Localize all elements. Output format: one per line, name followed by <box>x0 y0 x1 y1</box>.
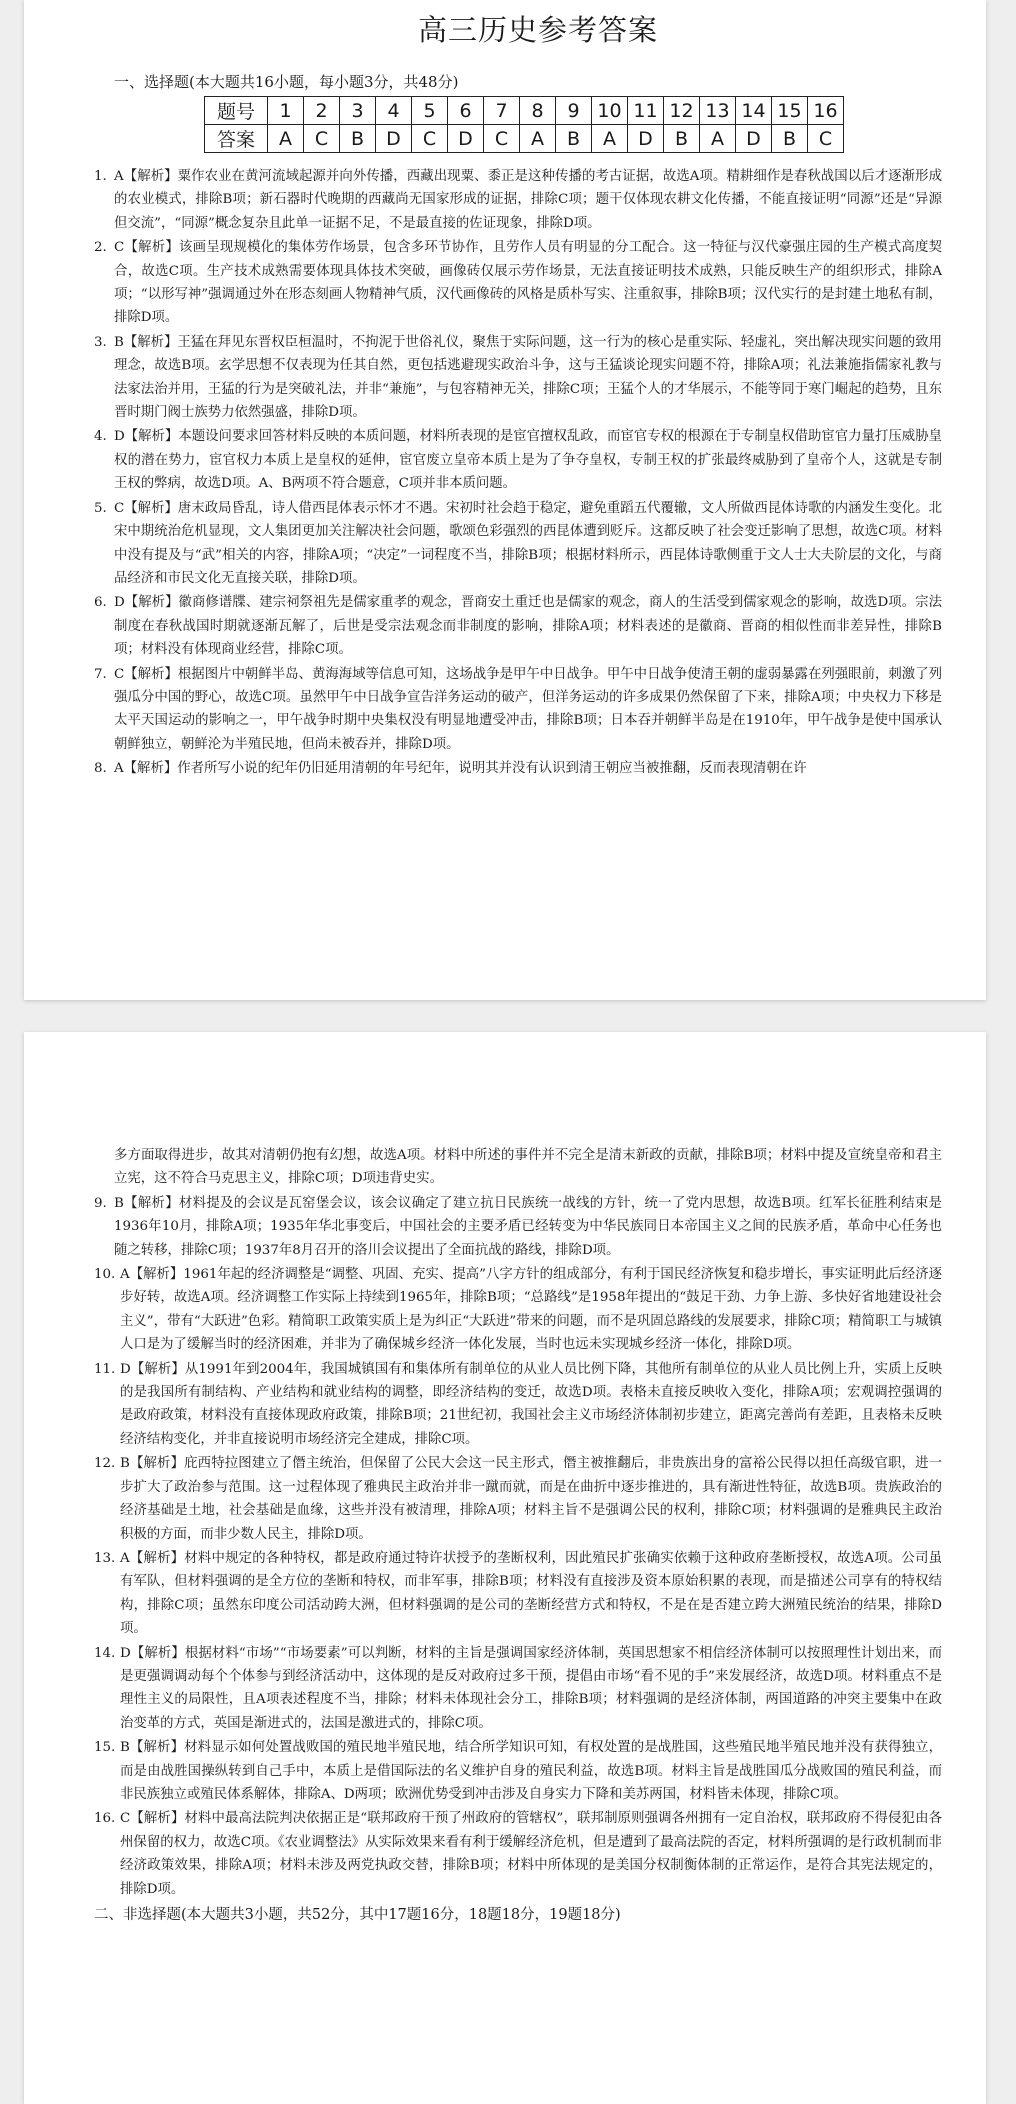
answer-cell: D <box>448 125 484 153</box>
item-text: C【解析】根据图片中朝鲜半岛、黄海海域等信息可知，这场战争是甲午中日战争。甲午中日战争使清王朝的虚弱暴露在列强眼前，刺激了列强瓜分中国的野心，故选C项。虽然甲午中日战争宣告洋务运动的破产，但洋务运动的许多成果仍然保留了下来，排除A项；中央权力下移是太平天国运动的影响之一，甲午战争时期中央集权没有明显地遭受冲击，排除B项；日本吞并朝鲜半岛是在1910年，甲午战争是使中国承认朝鲜独立，朝鲜沦为半殖民地，但尚未被吞并，排除D项。 <box>114 666 942 752</box>
answer-cell: C <box>412 125 448 153</box>
explanation-item <box>94 1192 942 1262</box>
item-number: 7. <box>94 666 107 682</box>
explanation-item <box>94 1642 942 1736</box>
answer-cell: A <box>592 125 628 153</box>
item-number: 10. <box>94 1267 116 1283</box>
item-number: 5. <box>94 500 107 516</box>
item-text: A【解析】作者所写小说的纪年仍旧延用清朝的年号纪年，说明其并没有认识到清王朝应当被推翻，反而表现清朝在许 <box>114 761 807 777</box>
item-number: 11. <box>94 1361 116 1377</box>
explanation-item <box>94 497 942 591</box>
answer-cell: A <box>268 125 304 153</box>
section-heading-2: 二、非选择题(本大题共3小题，共52分，其中17题16分，18题18分，19题18分) <box>94 1907 621 1923</box>
item-text: B【解析】庇西特拉图建立了僭主统治，但保留了公民大会这一民主形式，僭主被推翻后，非贵族出身的富裕公民得以担任高级官职，进一步扩大了政治参与范围。这一过程体现了雅典民主政治并非一蹴而就，而是在曲折中逐步推进的，具有渐进性特征，故选B项。贵族政治的经济基础是土地，社会基础是血缘，这些并没有被清理，排除A项；材料主旨不是强调公民的权利，排除C项；材料强调的是雅典民主政治积极的方面，而非少数人民主，排除D项。 <box>120 1456 942 1542</box>
item-number: 9. <box>94 1195 107 1211</box>
document-page-2 <box>24 1032 986 2104</box>
item-text: C【解析】材料中最高法院判决依据正是“联邦政府干预了州政府的管辖权”，联邦制原则强调各州拥有一定自治权，联邦政府不得侵犯由各州保留的权力，故选C项。《农业调整法》从实际效果来看有利于缓解经济危机，但是遭到了最高法院的否定，材料所强调的是行政机制而非经济政策效果，排除A项；材料未涉及两党执政交替，排除B项；材料中所体现的是美国分权制衡体制的正常运作，是符合其宪法规定的，排除D项。 <box>120 1811 942 1897</box>
item-number: 6. <box>94 595 107 611</box>
explanation-item <box>94 591 942 661</box>
question-number-row <box>205 97 844 125</box>
explanation-item <box>94 1263 942 1357</box>
answer-cell: B <box>340 125 376 153</box>
answer-cell: A <box>700 125 736 153</box>
page-title: 高三历史参考答案 <box>417 13 658 47</box>
question-number-cell: 3 <box>340 97 376 125</box>
answer-cell: D <box>628 125 664 153</box>
question-number-cell: 7 <box>484 97 520 125</box>
question-number-cell: 13 <box>700 97 736 125</box>
question-number-cell: 9 <box>556 97 592 125</box>
explanation-item <box>94 236 942 330</box>
explanation-list <box>94 165 942 781</box>
item-number: 1. <box>94 169 107 184</box>
question-number-cell: 16 <box>808 97 844 125</box>
item-number: 12. <box>94 1456 116 1472</box>
item-number: 3. <box>94 334 107 350</box>
question-number-cell: 6 <box>448 97 484 125</box>
item-text: A【解析】粟作农业在黄河流域起源并向外传播，西藏出现粟、黍正是这种传播的考古证据，故选A项。精耕细作是春秋战国以后才逐渐形成的农业模式，排除B项；新石器时代晚期的西藏尚无国家形成的证据，排除C项；题干仅体现农耕文化传播，不能直接证明“同源”还是“异源但交流”，“同源”概念复杂且此单一证据不足，不是最直接的佐证现象，排除D项。 <box>114 169 942 231</box>
item-text: D【解析】从1991年到2004年，我国城镇国有和集体所有制单位的从业人员比例下降，其他所有制单位的从业人员比例上升，实质上反映的是我国所有制结构、产业结构和就业结构的调整，即经济结构的变迁，故选D项。表格未直接反映收入变化，排除A项；宏观调控强调的是政府政策，材料没有直接体现政府政策，排除B项；21世纪初，我国社会主义市场经济体制初步建立，距离完善尚有差距，且表格未反映经济结构变化，并非直接说明市场经济完全建成，排除C项。 <box>120 1361 942 1447</box>
question-number-cell: 4 <box>376 97 412 125</box>
answer-cell: C <box>484 125 520 153</box>
explanation-item <box>94 425 942 495</box>
explanation-item <box>94 757 942 780</box>
answer-cell: B <box>772 125 808 153</box>
answer-cell: B <box>556 125 592 153</box>
document-page-1 <box>24 0 986 1000</box>
answer-cell: C <box>808 125 844 153</box>
explanation-list-continued <box>94 1192 942 1901</box>
question-number-cell: 2 <box>304 97 340 125</box>
item-text: D【解析】根据材料“市场”“市场要素”可以判断，材料的主旨是强调国家经济体制，英国思想家不相信经济体制可以按照理性计划出来，而是更强调调动每个个体参与到经济活动中，这体现的是反对政府过多干预，提倡由市场“看不见的手”来发展经济，故选D项。材料重点不是理性主义的局限性，且A项表述程度不当，排除；材料未体现社会分工，排除B项；材料强调的是经济体制，两国道路的冲突主要集中在政治变革的方式，英国是渐进式的，法国是激进式的，排除C项。 <box>120 1645 942 1731</box>
item-number: 14. <box>94 1645 116 1661</box>
question-number-cell: 14 <box>736 97 772 125</box>
question-number-cell: 11 <box>628 97 664 125</box>
explanation-item <box>94 1736 942 1806</box>
item-text: A【解析】1961年起的经济调整是“调整、巩固、充实、提高”八字方针的组成部分，有利于国民经济恢复和稳步增长，事实证明此后经济逐步好转，故选A项。经济调整工作实际上持续到1965年，排除B项；“总路线”是1958年提出的“鼓足干劲、力争上游、多快好省地建设社会主义”，带有“大跃进”色彩。精简职工政策实质上是为纠正“大跃进”带来的问题，而不是巩固总路线的发展要求，排除C项；精简职工与城镇人口是为了缓解当时的经济困难，并非为了确保城乡经济一体化发展，当时也远未实现城乡经济一体化，排除D项。 <box>120 1267 942 1353</box>
question-number-cell: 8 <box>520 97 556 125</box>
answer-table <box>204 96 844 153</box>
item-text: B【解析】材料显示如何处置战败国的殖民地半殖民地，结合所学知识可知，有权处置的是战胜国，这些殖民地半殖民地并没有获得独立，而是由战胜国操纵转到自己手中，本质上是借国际法的名义维护自身的殖民利益，故选B项。材料主旨是战胜国瓜分战败国的殖民利益，而非民族独立或殖民体系解体，排除A、D两项；欧洲优势受到冲击涉及自身实力下降和美苏两国，材料皆未体现，排除C项。 <box>120 1740 942 1802</box>
explanation-item <box>94 1452 942 1546</box>
item-text: A【解析】材料中规定的各种特权，都是政府通过特许状授予的垄断权利，因此殖民扩张确实依赖于这种政府垄断授权，故选A项。公司虽有军队，但材料强调的是全方位的垄断和特权，而非军事，排除B项；材料没有直接涉及资本原始积累的表现，而是描述公司享有的特权结构，排除C项；虽然东印度公司活动跨大洲，但材料强调的是公司的垄断经营方式和特权，不是在是否建立跨大洲殖民统治的结果，排除D项。 <box>120 1550 942 1637</box>
item-text: B【解析】王猛在拜见东晋权臣桓温时，不拘泥于世俗礼仪，聚焦于实际问题，这一行为的核心是重实际、轻虚礼，突出解决现实问题的致用理念，故选B项。玄学思想不仅表现为任其自然，更包括逃避现实政治斗争，这与王猛谈论现实问题不符，排除A项；礼法兼施指儒家礼教与法家法治并用，王猛的行为是突破礼法，并非“兼施”，与包容精神无关，排除C项；王猛个人的才华展示，不能等同于寒门崛起的趋势，且东晋时期门阀士族势力依然强盛，排除D项。 <box>114 334 942 421</box>
item-number: 15. <box>94 1740 116 1756</box>
explanation-item <box>94 1358 942 1452</box>
explanation-item <box>94 1807 942 1901</box>
question-number-cell: 5 <box>412 97 448 125</box>
answer-cell: C <box>304 125 340 153</box>
answer-row <box>205 125 844 153</box>
explanation-item <box>94 1547 942 1641</box>
question-number-cell: 10 <box>592 97 628 125</box>
question-number-cell: 15 <box>772 97 808 125</box>
explanation-item <box>94 663 942 757</box>
explanation-item <box>94 331 942 425</box>
item-8-continued: 多方面取得进步，故其对清朝仍抱有幻想，故选A项。材料中所述的事件并不完全是清末新政的贡献，排除B项；材料中提及宣统皇帝和君主立宪，这不符合马克思主义，排除C项；D项违背史实。 <box>114 1148 942 1187</box>
item-number: 13. <box>94 1550 116 1566</box>
explanation-item <box>94 165 942 235</box>
item-text: C【解析】该画呈现规模化的集体劳作场景，包含多环节协作，且劳作人员有明显的分工配合。这一特征与汉代豪强庄园的生产模式高度契合，故选C项。生产技术成熟需要体现具体技术突破，画像砖仅展示劳作场景，无法直接证明技术成熟，只能反映生产的组织形式，排除A项；“以形写神”强调通过外在形态刻画人物精神气质，汉代画像砖的风格是质朴写实、注重叙事，排除B项；汉代实行的是封建土地私有制，排除D项。 <box>114 240 942 326</box>
section-heading: 一、选择题(本大题共16小题，每小题3分，共48分) <box>114 73 459 91</box>
item-text: C【解析】唐末政局昏乱，诗人借西昆体表示怀才不遇。宋初时社会趋于稳定，避免重蹈五代覆辙，文人所做西昆体诗歌的内涵发生变化。北宋中期统治危机显现，文人集团更加关注解决社会问题，歌颂色彩强烈的西昆体遭到贬斥。这都反映了社会变迁影响了思想，故选C项。材料中没有提及与“武”相关的内容，排除A项；“决定”一词程度不当，排除B项；根据材料所示，西昆体诗歌侧重于文人士大夫阶层的文化，与商品经济和市民文化无直接关联，排除D项。 <box>114 500 942 586</box>
answer-cell: A <box>520 125 556 153</box>
answer-cell: B <box>664 125 700 153</box>
item-number: 2. <box>94 240 107 256</box>
item-number: 8. <box>94 761 107 777</box>
question-number-cell: 12 <box>664 97 700 125</box>
answer-cell: D <box>376 125 412 153</box>
item-number: 4. <box>94 429 107 445</box>
item-text: B【解析】材料提及的会议是瓦窑堡会议，该会议确定了建立抗日民族统一战线的方针，统一了党内思想，故选B项。红军长征胜利结束是1936年10月，排除A项；1935年华北事变后，中国社会的主要矛盾已经转变为中华民族同日本帝国主义之间的民族矛盾，革命中心任务也随之转移，排除C项；1937年8月召开的洛川会议提出了全面抗战的路线，排除D项。 <box>114 1195 942 1258</box>
row-label-answer: 答案 <box>205 125 268 153</box>
question-number-cell: 1 <box>268 97 304 125</box>
answer-cell: D <box>736 125 772 153</box>
item-text: D【解析】本题设问要求回答材料反映的本质问题，材料所表现的是宦官擅权乱政，而宦官专权的根源在于专制皇权借助宦官力量打压威胁皇权的潜在势力，宦官权力本质上是皇权的延伸，宦官废立皇帝本质上是为了争夺皇权，专制王权的扩张最终威胁到了皇帝个人，这就是专制王权的弊病，故选D项。A、B两项不符合题意，C项并非本质问题。 <box>114 429 942 492</box>
row-label-question: 题号 <box>205 97 268 125</box>
item-text: D【解析】徽商修谱牒、建宗祠祭祖先是儒家重孝的观念，晋商安土重迁也是儒家的观念，商人的生活受到儒家观念的影响，故选D项。宗法制度在春秋战国时期就逐渐瓦解了，后世是受宗法观念而非制度的影响，排除A项；材料表述的是徽商、晋商的相似性而非差异性，排除B项；材料没有体现商业经营，排除C项。 <box>114 595 942 658</box>
item-number: 16. <box>94 1811 116 1827</box>
